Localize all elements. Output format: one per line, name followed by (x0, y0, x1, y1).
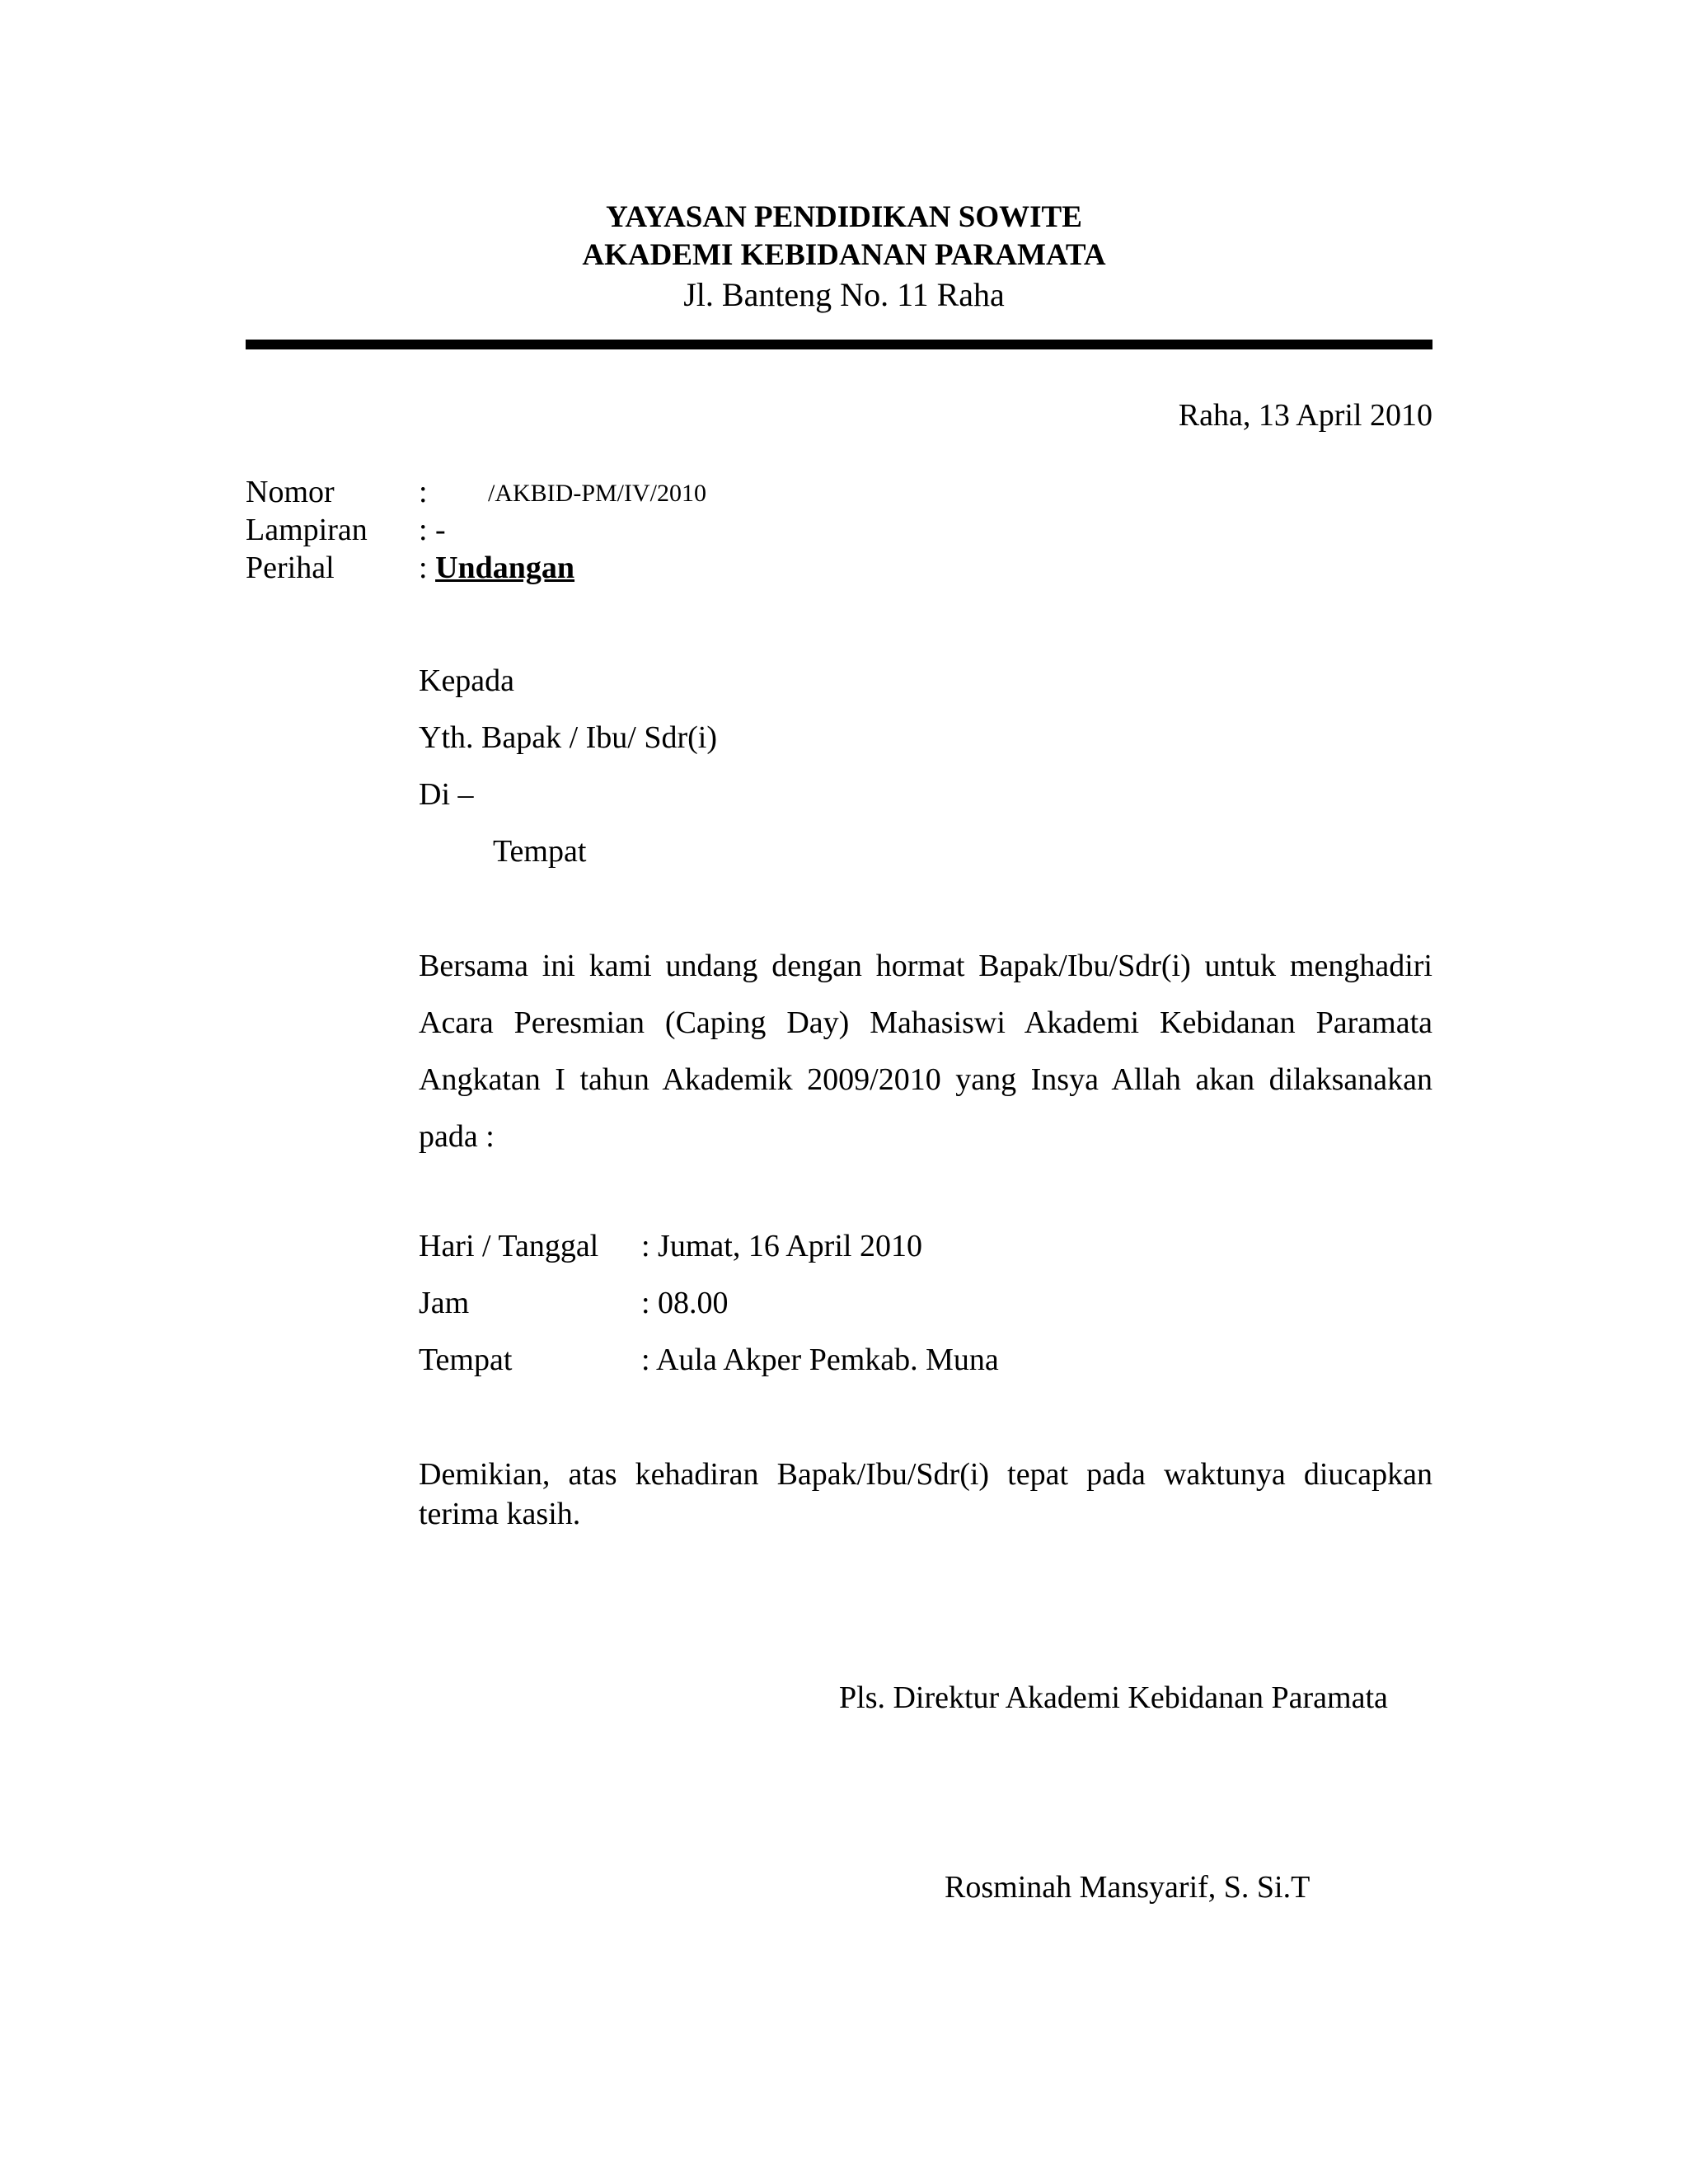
event-place-value: : Aula Akper Pemkab. Muna (641, 1343, 999, 1377)
signature-title: Pls. Direktur Akademi Kebidanan Paramata (839, 1680, 1388, 1715)
recipient-tempat: Tempat (493, 834, 587, 869)
recipient-di: Di – (419, 777, 474, 812)
event-date-label: Hari / Tanggal (419, 1229, 599, 1263)
event-place-label: Tempat (419, 1343, 513, 1377)
nomor-label: Nomor (246, 475, 335, 509)
perihal-colon: : (419, 551, 428, 585)
event-time-value: : 08.00 (641, 1286, 729, 1320)
event-date-value: : Jumat, 16 April 2010 (641, 1229, 922, 1263)
letterhead-address: Jl. Banteng No. 11 Raha (683, 276, 1005, 313)
event-time-label: Jam (419, 1286, 470, 1320)
perihal-value: Undangan (435, 551, 575, 585)
recipient-yth: Yth. Bapak / Ibu/ Sdr(i) (419, 720, 718, 755)
letterhead-institution: AKADEMI KEBIDANAN PARAMATA (582, 238, 1106, 272)
recipient-kepada: Kepada (419, 663, 515, 698)
letterhead-divider (246, 340, 1432, 349)
letterhead-foundation: YAYASAN PENDIDIKAN SOWITE (606, 200, 1082, 234)
lampiran-value: : - (419, 513, 446, 547)
perihal-label: Perihal (246, 551, 335, 585)
closing-paragraph: Demikian, atas kehadiran Bapak/Ibu/Sdr(i) tepat pada waktunya diucapkan terima kasih. (419, 1457, 1432, 1531)
letter-date: Raha, 13 April 2010 (1178, 398, 1432, 433)
nomor-colon: : (419, 475, 428, 509)
perihal-row (419, 550, 574, 586)
body-paragraph: Bersama ini kami undang dengan hormat Bapak/Ibu/Sdr(i) untuk menghadiri Acara Peresmian (Caping Day) Mahasiswi Akademi Kebidanan Paramata Angkatan I tahun Akademik 2009/2010 yang Insya Allah akan dilaksanakan pada : (419, 949, 1432, 1154)
nomor-value: /AKBID-PM/IV/2010 (488, 480, 707, 507)
lampiran-label: Lampiran (246, 513, 368, 547)
signature-name: Rosminah Mansyarif, S. Si.T (945, 1870, 1311, 1905)
